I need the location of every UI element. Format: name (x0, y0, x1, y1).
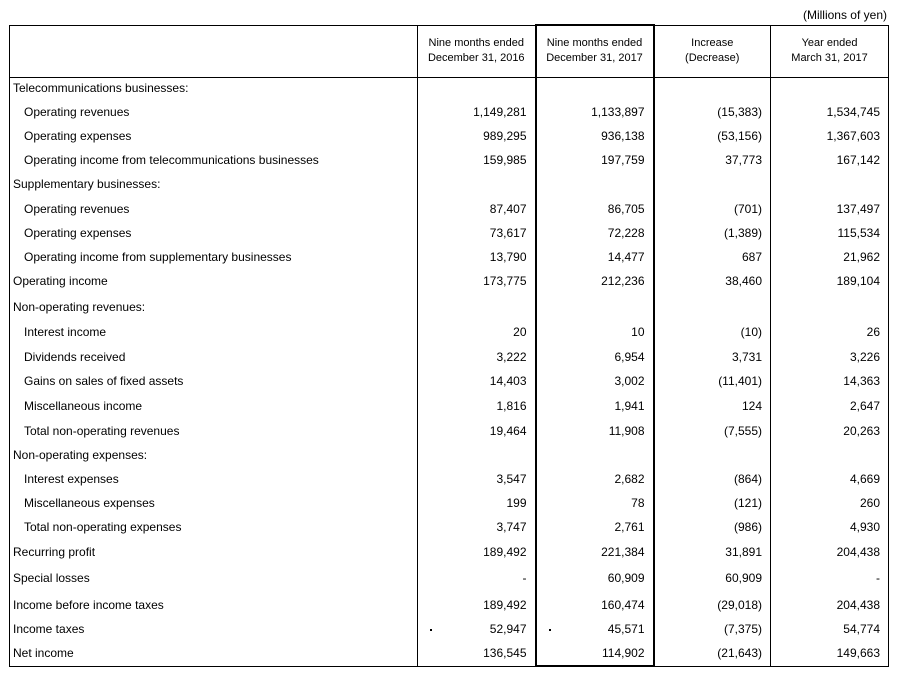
value-cell: 60,909 (654, 564, 771, 593)
header-nine-months-2016: Nine months ended December 31, 2016 (418, 25, 536, 77)
value-cell: (11,401) (654, 369, 771, 393)
value-cell: (10) (654, 320, 771, 344)
row-label: Operating revenues (10, 99, 418, 124)
value-cell: 3,226 (771, 344, 889, 369)
value-cell: 687 (654, 245, 771, 269)
row-label: Non-operating expenses: (10, 443, 418, 467)
value-cell: - (418, 564, 536, 593)
value-cell (536, 77, 654, 99)
value-cell: 136,545 (418, 641, 536, 666)
table-row (10, 245, 889, 269)
table-row (10, 641, 889, 666)
value-cell: (1,389) (654, 221, 771, 245)
row-label: Non-operating revenues: (10, 293, 418, 320)
table-row (10, 196, 889, 221)
row-label: Operating revenues (10, 196, 418, 221)
row-label: Telecommunications businesses: (10, 77, 418, 99)
value-cell: 4,930 (771, 515, 889, 540)
value-cell: 124 (654, 393, 771, 418)
value-cell: 3,547 (418, 467, 536, 491)
row-label: Operating income from supplementary businesses (10, 245, 418, 269)
table-row (10, 617, 889, 641)
value-cell: 260 (771, 491, 889, 515)
value-cell: 10 (536, 320, 654, 344)
value-cell (771, 77, 889, 99)
value-cell: 1,816 (418, 393, 536, 418)
value-cell: (21,643) (654, 641, 771, 666)
value-cell (654, 77, 771, 99)
value-cell: 26 (771, 320, 889, 344)
value-cell: 1,534,745 (771, 99, 889, 124)
note-marker-dot (430, 629, 432, 631)
row-label: Interest income (10, 320, 418, 344)
value-cell (771, 172, 889, 196)
value-cell (536, 443, 654, 467)
value-cell: 73,617 (418, 221, 536, 245)
value-cell: (121) (654, 491, 771, 515)
value-cell: 37,773 (654, 148, 771, 172)
table-row (10, 77, 889, 99)
value-cell: 936,138 (536, 124, 654, 148)
value-cell: (7,375) (654, 617, 771, 641)
header-year-ended-2017: Year ended March 31, 2017 (771, 25, 889, 77)
table-row (10, 515, 889, 540)
value-cell: (986) (654, 515, 771, 540)
value-cell: 989,295 (418, 124, 536, 148)
header-label-cell (10, 25, 418, 77)
value-cell: 54,774 (771, 617, 889, 641)
value-cell: 4,669 (771, 467, 889, 491)
row-label: Miscellaneous income (10, 393, 418, 418)
value-cell: (701) (654, 196, 771, 221)
row-label: Supplementary businesses: (10, 172, 418, 196)
value-cell: (15,383) (654, 99, 771, 124)
value-cell: 3,747 (418, 515, 536, 540)
table-row (10, 124, 889, 148)
value-cell: 2,647 (771, 393, 889, 418)
table-row (10, 419, 889, 443)
value-cell: 221,384 (536, 540, 654, 564)
table-row (10, 564, 889, 593)
value-cell: 2,761 (536, 515, 654, 540)
table-row (10, 269, 889, 293)
value-cell: 189,492 (418, 593, 536, 617)
table-row (10, 393, 889, 418)
value-cell: 204,438 (771, 593, 889, 617)
table-row (10, 221, 889, 245)
income-statement-table (9, 24, 889, 667)
table-row (10, 293, 889, 320)
value-cell: 199 (418, 491, 536, 515)
row-label: Total non-operating revenues (10, 419, 418, 443)
value-cell: 189,104 (771, 269, 889, 293)
value-cell (536, 172, 654, 196)
value-cell (771, 443, 889, 467)
table-row (10, 344, 889, 369)
table-row (10, 540, 889, 564)
value-cell: 167,142 (771, 148, 889, 172)
value-cell (418, 443, 536, 467)
row-label: Interest expenses (10, 467, 418, 491)
row-label: Income taxes (10, 617, 418, 641)
row-label: Total non-operating expenses (10, 515, 418, 540)
table-row (10, 172, 889, 196)
value-cell: 189,492 (418, 540, 536, 564)
table-row (10, 320, 889, 344)
row-label: Operating income from telecommunications businesses (10, 148, 418, 172)
table-row (10, 369, 889, 393)
value-cell (418, 77, 536, 99)
table-row (10, 443, 889, 467)
value-cell: (7,555) (654, 419, 771, 443)
header-increase-decrease: Increase (Decrease) (654, 25, 771, 77)
value-cell: 6,954 (536, 344, 654, 369)
value-cell: 3,002 (536, 369, 654, 393)
row-label: Operating income (10, 269, 418, 293)
value-cell: 78 (536, 491, 654, 515)
value-cell: 14,403 (418, 369, 536, 393)
row-label: Dividends received (10, 344, 418, 369)
table-row (10, 148, 889, 172)
note-marker-dot (549, 629, 551, 631)
value-cell: 14,363 (771, 369, 889, 393)
value-cell: 38,460 (654, 269, 771, 293)
value-cell: 31,891 (654, 540, 771, 564)
row-label: Operating expenses (10, 221, 418, 245)
header-nine-months-2017: Nine months ended December 31, 2017 (536, 25, 654, 77)
value-cell: 173,775 (418, 269, 536, 293)
value-cell: 3,222 (418, 344, 536, 369)
value-cell: 115,534 (771, 221, 889, 245)
value-cell: 149,663 (771, 641, 889, 666)
value-cell (771, 293, 889, 320)
value-cell: 60,909 (536, 564, 654, 593)
row-label: Special losses (10, 564, 418, 593)
value-cell: 212,236 (536, 269, 654, 293)
table-row (10, 99, 889, 124)
value-cell: 52,947 (418, 617, 536, 641)
value-cell: 159,985 (418, 148, 536, 172)
table-row (10, 491, 889, 515)
value-cell: 1,367,603 (771, 124, 889, 148)
value-cell: 160,474 (536, 593, 654, 617)
value-cell (654, 172, 771, 196)
row-label: Recurring profit (10, 540, 418, 564)
unit-note: (Millions of yen) (802, 8, 887, 22)
value-cell: 137,497 (771, 196, 889, 221)
value-cell: 45,571 (536, 617, 654, 641)
value-cell: - (771, 564, 889, 593)
value-cell: 1,941 (536, 393, 654, 418)
value-cell: 3,731 (654, 344, 771, 369)
table-row (10, 467, 889, 491)
row-label: Operating expenses (10, 124, 418, 148)
value-cell: 14,477 (536, 245, 654, 269)
value-cell: 21,962 (771, 245, 889, 269)
value-cell (654, 443, 771, 467)
value-cell: 11,908 (536, 419, 654, 443)
value-cell: 20 (418, 320, 536, 344)
value-cell: 87,407 (418, 196, 536, 221)
value-cell (536, 293, 654, 320)
value-cell: 1,133,897 (536, 99, 654, 124)
value-cell: 20,263 (771, 419, 889, 443)
table-row (10, 593, 889, 617)
value-cell: 19,464 (418, 419, 536, 443)
row-label: Net income (10, 641, 418, 666)
value-cell: 13,790 (418, 245, 536, 269)
value-cell: 197,759 (536, 148, 654, 172)
row-label: Income before income taxes (10, 593, 418, 617)
value-cell: 2,682 (536, 467, 654, 491)
value-cell: 86,705 (536, 196, 654, 221)
value-cell: (53,156) (654, 124, 771, 148)
value-cell: (29,018) (654, 593, 771, 617)
value-cell (418, 172, 536, 196)
header-row (10, 25, 889, 77)
row-label: Gains on sales of fixed assets (10, 369, 418, 393)
value-cell: 114,902 (536, 641, 654, 666)
row-label: Miscellaneous expenses (10, 491, 418, 515)
value-cell (654, 293, 771, 320)
value-cell: 1,149,281 (418, 99, 536, 124)
value-cell: 72,228 (536, 221, 654, 245)
value-cell: 204,438 (771, 540, 889, 564)
value-cell: (864) (654, 467, 771, 491)
value-cell (418, 293, 536, 320)
